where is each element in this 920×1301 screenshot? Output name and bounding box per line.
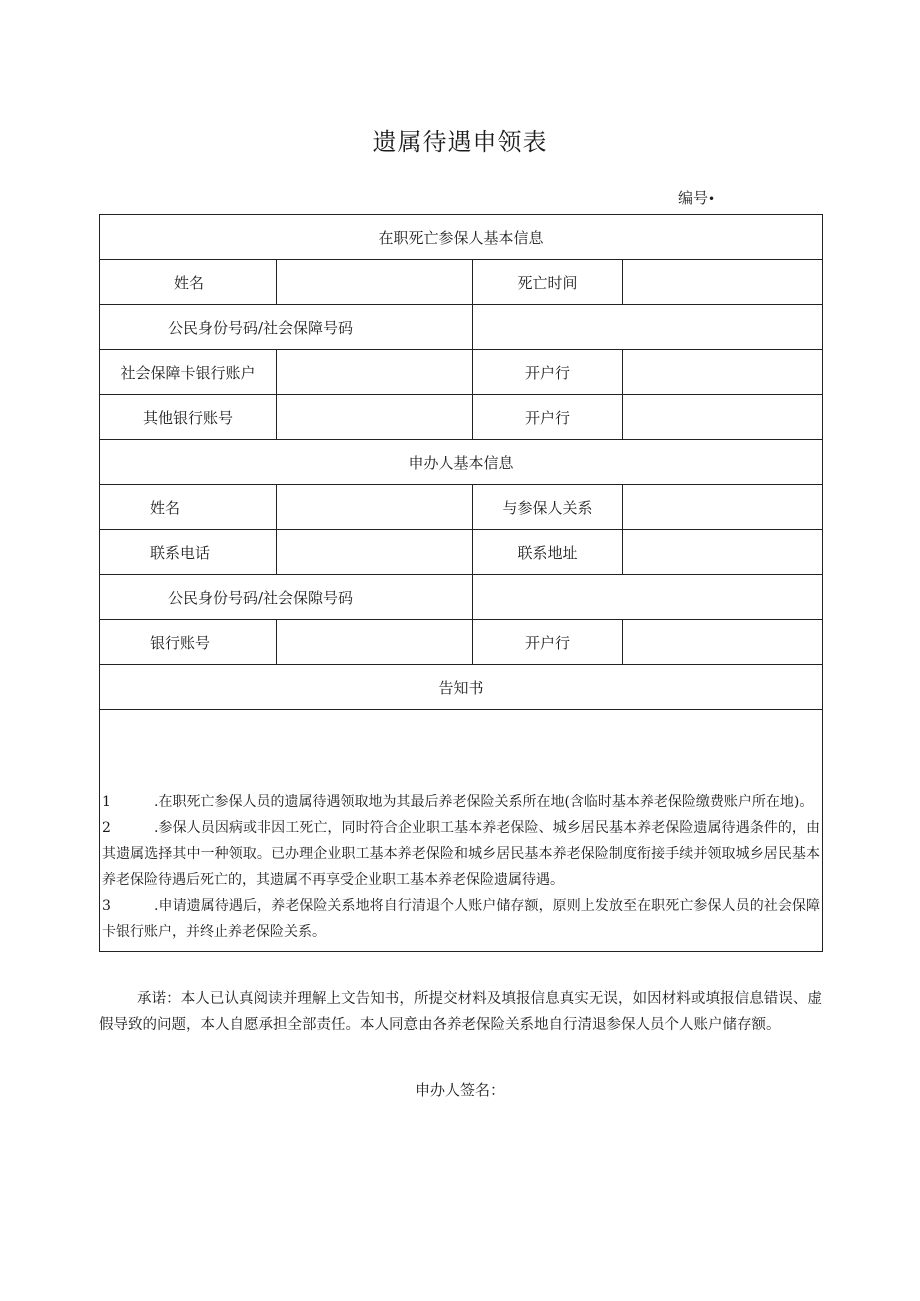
notice-item-text: .申请遗属待遇后，养老保险关系地将自行清退个人账户储存额，原则上发放至在职死亡参保人员的社会保障卡银行账户，并终止养老保险关系。 bbox=[102, 898, 821, 940]
other-bank-label: 开户行 bbox=[473, 395, 623, 440]
card-bank-label: 开户行 bbox=[473, 350, 623, 395]
applicant-id-label: 公民身份号码/社会保隙号码 bbox=[100, 575, 473, 620]
section-header-notice: 告知书 bbox=[100, 665, 823, 710]
relation-label: 与参保人关系 bbox=[473, 485, 623, 530]
other-account-label: 其他银行账号 bbox=[100, 395, 277, 440]
death-time-field[interactable] bbox=[623, 260, 823, 305]
applicant-id-field[interactable] bbox=[473, 575, 823, 620]
commitment-statement: 承诺：本人已认真阅读并理解上文告知书，所提交材料及填报信息真实无误，如因材料或填报信息错误、虚假导致的问题，本人自愿承担全部责任。本人同意由各养老保险关系地自行清退参保人员个人账户储存额。 bbox=[99, 991, 822, 1033]
applicant-bank-field[interactable] bbox=[623, 620, 823, 665]
serial-dot: • bbox=[708, 192, 716, 206]
notice-item-text: .在职死亡参保人员的遗属待遇领取地为其最后养老保险关系所在地(含临时基本养老保险缴费账户所在地)。 bbox=[154, 794, 814, 810]
notice-item bbox=[102, 893, 820, 945]
deceased-name-label: 姓名 bbox=[100, 260, 277, 305]
notice-item bbox=[102, 815, 820, 893]
applicant-account-label: 银行账号 bbox=[100, 620, 277, 665]
serial-number-label bbox=[678, 187, 715, 208]
relation-field[interactable] bbox=[623, 485, 823, 530]
deceased-id-field[interactable] bbox=[473, 305, 823, 350]
applicant-name-label: 姓名 bbox=[100, 485, 277, 530]
card-account-field[interactable] bbox=[277, 350, 473, 395]
applicant-name-field[interactable] bbox=[277, 485, 473, 530]
card-bank-field[interactable] bbox=[623, 350, 823, 395]
address-field[interactable] bbox=[623, 530, 823, 575]
notice-item-number: 1 bbox=[102, 794, 111, 810]
card-account-label: 社会保障卡银行账户 bbox=[100, 350, 277, 395]
page-title: 遗属待遇申领表 bbox=[372, 128, 548, 156]
death-time-label: 死亡时间 bbox=[473, 260, 623, 305]
notice-item-number: 2 bbox=[102, 820, 111, 836]
notice-item-text: .参保人员因病或非因工死亡，同时符合企业职工基本养老保险、城乡居民基本养老保险遗属待遇条件的，由其遗属选择其中一种领取。已办理企业职工基本养老保险和城乡居民基本养老保险制度衔接手续并领取城乡居民基本养老保险待遇后死亡的，其遗属不再享受企业职工基本养老保险遗属待遇。 bbox=[102, 820, 821, 888]
serial-label-text: 编号 bbox=[678, 189, 709, 207]
notice-item bbox=[102, 789, 820, 815]
other-bank-field[interactable] bbox=[623, 395, 823, 440]
deceased-id-label: 公民身份号码/社会保障号码 bbox=[100, 305, 473, 350]
application-form-table bbox=[99, 214, 823, 952]
applicant-bank-label: 开户行 bbox=[473, 620, 623, 665]
section-header-applicant: 申办人基本信息 bbox=[100, 440, 823, 485]
signature-label: 申办人签名： bbox=[415, 1081, 506, 1099]
phone-field[interactable] bbox=[277, 530, 473, 575]
applicant-account-field[interactable] bbox=[277, 620, 473, 665]
deceased-name-field[interactable] bbox=[277, 260, 473, 305]
notice-item-number: 3 bbox=[102, 898, 111, 914]
phone-label: 联系电话 bbox=[100, 530, 277, 575]
address-label: 联系地址 bbox=[473, 530, 623, 575]
other-account-field[interactable] bbox=[277, 395, 473, 440]
notice-body bbox=[100, 710, 823, 952]
section-header-deceased: 在职死亡参保人基本信息 bbox=[100, 215, 823, 260]
